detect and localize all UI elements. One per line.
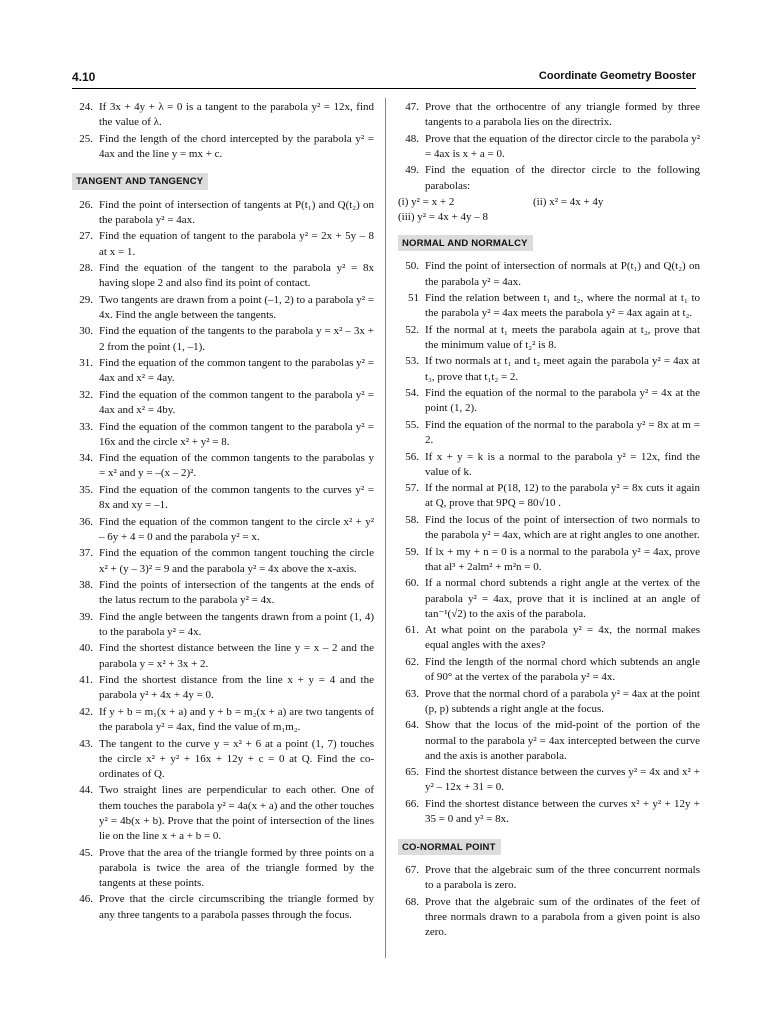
exercise-item <box>72 737 374 783</box>
exercise-number: 29. <box>79 293 93 306</box>
exercise-text: Find the length of the normal chord which subtends an angle of 90° at the vertex of the parabola y² = 4x. <box>425 655 700 684</box>
book-title: Coordinate Geometry Booster <box>538 70 696 82</box>
exercise-item <box>398 100 700 130</box>
exercise-text: Two tangents are drawn from a point (–1, 2) to a parabola y² = 4x. Find the angle between the tangents. <box>99 293 374 321</box>
exercise-text: Show that the locus of the mid-point of the portion of the normal to the parabola y² = 4ax intercepted between the curve and the axis is another parabola. <box>425 719 700 762</box>
exercise-text: Find the equation of the director circle to the following parabolas: <box>425 164 700 192</box>
exercise-item <box>72 100 374 130</box>
exercise-text: Find the equation of the normal to the parabola y² = 8x at m = 2. <box>425 418 700 447</box>
exercise-number: 41. <box>79 674 93 687</box>
exercise-item <box>398 687 700 717</box>
exercise-number: 27. <box>79 230 93 243</box>
exercise-number: 37. <box>79 547 93 560</box>
exercise-item <box>72 546 374 576</box>
exercise-item <box>72 578 374 608</box>
exercise-text: Find the shortest distance between the line y = x – 2 and the parabola y = x² + 3x + 2. <box>99 642 374 670</box>
exercise-text: At what point on the parabola y² = 4x, the normal makes equal angles with the axes? <box>425 624 700 652</box>
exercise-number: 63. <box>405 687 419 700</box>
exercise-number: 31. <box>79 357 93 370</box>
exercise-number: 45. <box>79 846 93 859</box>
exercise-item <box>398 163 700 193</box>
exercise-text: Find the equation of the common tangents to the parabolas y = x² and y = –(x – 2)². <box>99 452 374 480</box>
exercise-text: Prove that the area of the triangle formed by three points on a parabola is twice the area of the triangle formed by the tangents at these points. <box>99 846 374 889</box>
exercise-item <box>72 356 374 386</box>
exercise-number: 25. <box>79 132 93 145</box>
exercise-text: Find the point of intersection of normals at P(t₁) and Q(t₂) on the parabola y² = 4ax. <box>425 260 700 288</box>
exercise-item <box>72 483 374 513</box>
exercise-number: 67. <box>405 863 419 876</box>
exercise-item <box>398 623 700 653</box>
exercise-item <box>398 323 700 353</box>
column-divider <box>385 98 386 958</box>
exercise-text: Prove that the algebraic sum of the ordinates of the feet of three normals drawn to a parabola from a given point is also zero. <box>425 895 700 938</box>
exercise-item <box>72 515 374 545</box>
exercise-number: 57. <box>405 482 419 495</box>
exercise-item <box>72 229 374 259</box>
right-column <box>398 100 700 941</box>
exercise-number: 51 <box>408 292 419 305</box>
exercise-item <box>398 418 700 448</box>
exercise-number: 47. <box>405 101 419 113</box>
exercise-text: Find the point of intersection of tangents at P(t₁) and Q(t₂) on the parabola y² = 4ax. <box>99 198 374 226</box>
exercise-item <box>72 132 374 162</box>
sub-part: (ii) x² = 4x + 4y <box>533 196 604 209</box>
exercise-item <box>72 892 374 922</box>
exercise-item <box>398 291 700 321</box>
exercise-text: If the normal at t₁ meets the parabola again at t₂, prove that the minimum value of t₂² is 8. <box>425 323 700 351</box>
exercise-text: Find the equation of the common tangent to the parabola y² = 4ax and x² = 4by. <box>99 388 374 417</box>
exercise-number: 32. <box>79 388 93 401</box>
section-heading: TANGENT AND TANGENCY <box>72 173 208 189</box>
exercise-item <box>72 610 374 640</box>
exercise-number: 55. <box>405 418 419 431</box>
sub-part: (iii) y² = 4x + 4y – 8 <box>398 211 488 224</box>
exercise-item <box>72 420 374 450</box>
exercise-text: Find the shortest distance from the line x + y = 4 and the parabola y² + 4x + 4y = 0. <box>99 674 374 702</box>
exercise-number: 62. <box>405 655 419 668</box>
exercise-text: The tangent to the curve y = x² + 6 at a point (1, 7) touches the circle x² + y² + 16x + 12y + c = 0 at Q. Find the co-ordinates of Q. <box>99 737 374 780</box>
exercise-number: 33. <box>79 420 93 433</box>
exercise-item <box>398 863 700 893</box>
exercise-number: 65. <box>405 766 419 779</box>
exercise-number: 30. <box>79 325 93 338</box>
exercise-item <box>398 132 700 162</box>
exercise-text: Find the relation between t₁ and t₂, where the normal at t₁ to the parabola y² = 4ax meets the parabola y² = 4ax again at t₂. <box>425 292 700 320</box>
exercise-number: 58. <box>405 513 419 526</box>
exercise-number: 54. <box>405 387 419 400</box>
exercise-text: Find the locus of the point of intersection of two normals to the parabola y² = 4ax, which are at right angles to one another. <box>425 513 700 542</box>
exercise-text: Find the points of intersection of the tangents at the ends of the latus rectum to the parabola y² = 4x. <box>99 579 374 607</box>
exercise-item <box>72 261 374 291</box>
exercise-text: Find the equation of the normal to the parabola y² = 4x at the point (1, 2). <box>425 387 700 415</box>
exercise-text: Prove that the normal chord of a parabola y² = 4ax at the point (p, p) subtends a right angle at the focus. <box>425 687 700 715</box>
exercise-text: Find the equation of the tangent to the parabola y² = 8x having slope 2 and also find its point of contact. <box>99 262 374 290</box>
sub-part: (i) y² = x + 2 <box>398 196 455 209</box>
exercise-item <box>72 324 374 354</box>
exercise-number: 48. <box>405 132 419 145</box>
exercise-number: 26. <box>79 198 93 211</box>
exercise-text: If the normal at P(18, 12) to the parabola y² = 8x cuts it again at Q, prove that 9PQ = 80√10 . <box>425 482 700 510</box>
exercise-text: If x + y = k is a normal to the parabola y² = 12x, find the value of k. <box>425 450 700 478</box>
exercise-text: Find the equation of the common tangents to the curves y² = 8x and xy = –1. <box>99 483 374 512</box>
exercise-number: 42. <box>79 705 93 718</box>
exercise-item <box>398 545 700 575</box>
exercise-text: If y + b = m₁(x + a) and y + b = m₂(x + a) are two tangents of the parabola y² = 4ax, find the value of m₁m₂. <box>99 705 374 734</box>
section-heading: NORMAL AND NORMALCY <box>398 235 533 251</box>
exercise-number: 64. <box>405 719 419 732</box>
exercise-text: Find the length of the chord intercepted by the parabola y² = 4ax and the line y = mx + c. <box>99 132 374 160</box>
exercise-text: If lx + my + n = 0 is a normal to the parabola y² = 4ax, prove that al³ + 2alm² + m²n = 0. <box>425 545 700 573</box>
exercise-number: 36. <box>79 515 93 528</box>
exercise-text: Find the equation of the common tangent to the circle x² + y² – 6y + 4 = 0 and the parabola y² = x. <box>99 515 374 543</box>
section-heading: CO-NORMAL POINT <box>398 839 501 855</box>
exercise-item <box>72 388 374 418</box>
exercise-text: Find the angle between the tangents drawn from a point (1, 4) to the parabola y² = 4x. <box>99 610 374 638</box>
exercise-item <box>72 705 374 735</box>
exercise-item <box>398 576 700 622</box>
exercise-item <box>398 354 700 384</box>
exercise-number: 50. <box>405 260 419 273</box>
exercise-number: 38. <box>79 579 93 592</box>
exercise-item <box>72 783 374 844</box>
exercise-text: Find the shortest distance between the curves y² = 4x and x² + y² – 12x + 31 = 0. <box>425 766 700 794</box>
exercise-number: 35. <box>79 483 93 496</box>
exercise-text: Prove that the algebraic sum of the three concurrent normals to a parabola is zero. <box>425 863 700 892</box>
exercise-text: Find the equation of the common tangent to the parabola y² = 16x and the circle x² + y² = 8. <box>99 420 374 448</box>
exercise-number: 66. <box>405 797 419 810</box>
exercise-text: If two normals at t₁ and t₂ meet again the parabola y² = 4ax at t₃, prove that t₁t₂ = 2. <box>425 355 700 383</box>
exercise-text: Prove that the circle circumscribing the triangle formed by any three tangents to a parabola passes through the focus. <box>99 893 374 921</box>
exercise-text: Find the equation of tangent to the parabola y² = 2x + 5y – 8 at x = 1. <box>99 230 374 258</box>
exercise-text: Find the equation of the tangents to the parabola y = x² – 3x + 2 from the point (1, –1). <box>99 325 374 353</box>
exercise-item <box>398 386 700 416</box>
exercise-text: If a normal chord subtends a right angle at the vertex of the parabola y² = 4ax, prove that it is inclined at an angle of tan⁻¹(√2) to the axis of the parabola. <box>425 577 700 620</box>
exercise-item <box>398 655 700 685</box>
exercise-number: 46. <box>79 893 93 906</box>
exercise-number: 68. <box>405 895 419 908</box>
exercise-number: 60. <box>405 577 419 590</box>
exercise-item <box>398 895 700 941</box>
exercise-text: Find the shortest distance between the curves x² + y² + 12y + 35 = 0 and y² = 8x. <box>425 797 700 826</box>
exercise-item <box>398 259 700 289</box>
exercise-number: 28. <box>79 262 93 275</box>
exercise-text: Find the equation of the common tangent touching the circle x² + (y – 3)² = 9 and the parabola y² = 4x above the x-axis. <box>99 547 374 575</box>
exercise-number: 53. <box>405 355 419 368</box>
exercise-text: Prove that the orthocentre of any triangle formed by three tangents to a parabola lies on the directrix. <box>425 101 700 129</box>
exercise-item <box>72 293 374 323</box>
left-column <box>72 100 374 924</box>
exercise-text: Find the equation of the common tangent to the parabolas y² = 4ax and x² = 4ay. <box>99 357 374 385</box>
exercise-number: 59. <box>405 545 419 558</box>
sub-part-row <box>398 210 700 225</box>
exercise-number: 49. <box>405 164 419 177</box>
sub-part-row <box>398 195 700 210</box>
exercise-item <box>398 513 700 543</box>
exercise-item <box>398 797 700 827</box>
exercise-text: Prove that the equation of the director circle to the parabola y² = 4ax is x + a = 0. <box>425 132 700 160</box>
page-number: 4.10 <box>72 70 96 84</box>
exercise-number: 34. <box>79 452 93 465</box>
exercise-number: 40. <box>79 642 93 655</box>
exercise-number: 43. <box>79 737 93 750</box>
header-rule <box>72 88 696 89</box>
exercise-item <box>72 451 374 481</box>
exercise-number: 44. <box>79 784 93 797</box>
exercise-item <box>72 198 374 228</box>
exercise-item <box>72 641 374 671</box>
exercise-number: 39. <box>79 610 93 623</box>
exercise-number: 61. <box>405 624 419 637</box>
exercise-number: 52. <box>405 323 419 336</box>
exercise-item <box>398 718 700 764</box>
exercise-item <box>398 481 700 511</box>
exercise-number: 56. <box>405 450 419 463</box>
exercise-number: 24. <box>79 101 93 113</box>
exercise-item <box>398 765 700 795</box>
exercise-item <box>72 673 374 703</box>
exercise-item <box>72 846 374 892</box>
exercise-text: If 3x + 4y + λ = 0 is a tangent to the parabola y² = 12x, find the value of λ. <box>99 101 374 129</box>
exercise-item <box>398 450 700 480</box>
exercise-text: Two straight lines are perpendicular to each other. One of them touches the parabola y² = 4a(x + a) and the other touches y² = 4b(x + b). Prove that the point of intersection of the lines lie on the line x + a + b = 0. <box>99 784 374 843</box>
running-header <box>72 70 696 86</box>
